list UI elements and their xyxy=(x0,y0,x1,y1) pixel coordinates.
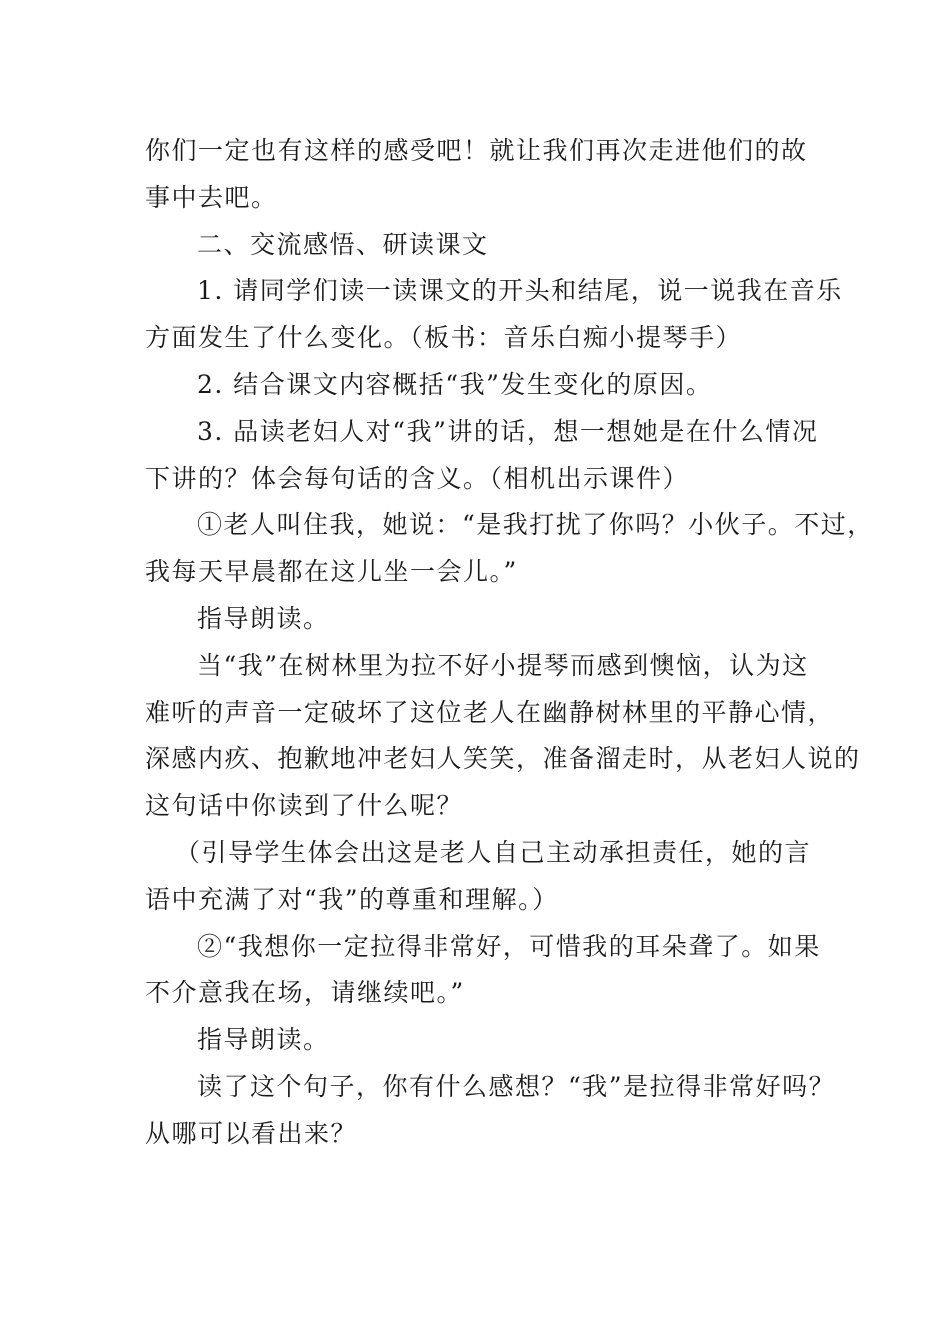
text-line: 你们一定也有这样的感受吧！就让我们再次走进他们的故 xyxy=(145,136,808,165)
text-line: 3. 品读老妇人对“我”讲的话，想一想她是在什么情况 xyxy=(197,416,819,446)
text-line: 语中充满了对“我”的尊重和理解。） xyxy=(145,884,559,914)
text-line: 不介意我在场，请继续吧。” xyxy=(145,978,465,1008)
text-line: 从哪可以看出来？ xyxy=(145,1118,358,1148)
text-line: 我每天早晨都在这儿坐一会儿。” xyxy=(145,557,518,587)
text-line: 深感内疚、抱歉地冲老妇人笑笑，准备溜走时，从老妇人说的 xyxy=(145,744,861,774)
text-line: 2. 结合课文内容概括“我”发生变化的原因。 xyxy=(197,369,713,399)
text-line: ②“我想你一定拉得非常好，可惜我的耳朵聋了。如果 xyxy=(197,931,821,961)
text-line: 这句话中你读到了什么呢？ xyxy=(145,791,464,821)
document-body xyxy=(145,128,874,1158)
text-line: 难听的声音一定破坏了这位老人在幽静树林里的平静心情， xyxy=(145,697,835,727)
text-line: 1. 请同学们读一读课文的开头和结尾，说一说我在音乐 xyxy=(197,276,843,306)
text-line: 指导朗读。 xyxy=(197,603,330,633)
text-line: 当“我”在树林里为拉不好小提琴而感到懊恼，认为这 xyxy=(197,650,809,680)
text-line: 指导朗读。 xyxy=(197,1025,330,1055)
text-line: ①老人叫住我，她说：“是我打扰了你吗？小伙子。不过， xyxy=(197,510,874,540)
section-heading: 二、交流感悟、研读课文 xyxy=(197,229,489,259)
text-line: 下讲的？体会每句话的含义。（相机出示课件） xyxy=(145,463,690,493)
text-line: 事中去吧。 xyxy=(145,182,278,212)
text-line: 读了这个句子，你有什么感想？“我”是拉得非常好吗？ xyxy=(197,1071,836,1101)
text-line: 方面发生了什么变化。（板书：音乐白痴小提琴手） xyxy=(145,323,743,353)
text-line: （引导学生体会出这是老人自己主动承担责任，她的言 xyxy=(175,837,812,867)
